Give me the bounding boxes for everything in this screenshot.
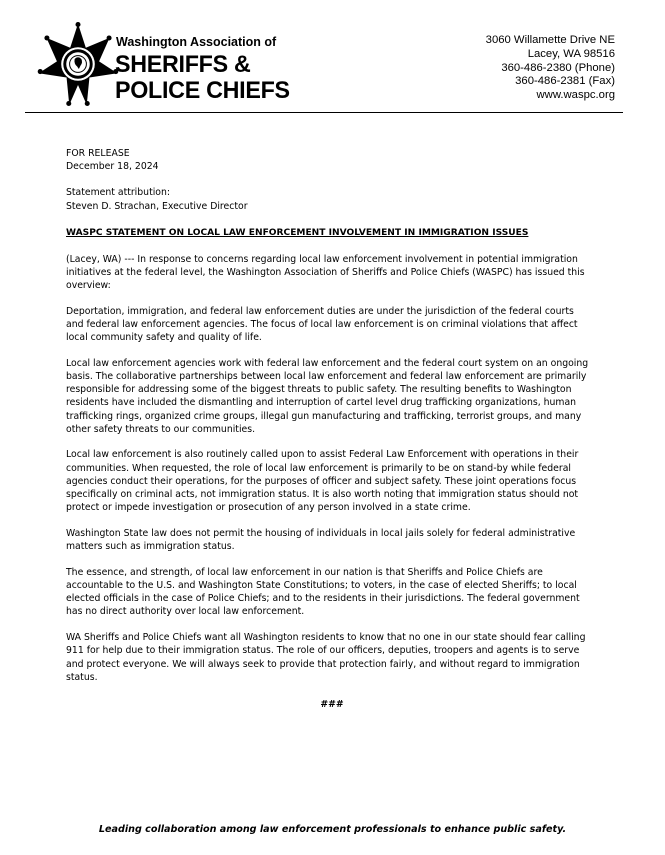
end-mark: ###: [320, 699, 344, 710]
statement-paragraph-jurisdiction: Deportation, immigration, and federal law enforcement duties are under the jurisdiction of the federal courts and federal law enforcement agencies. The focus of local law enforcement is on criminal violations that affect local community safety and quality of life.: [66, 305, 578, 344]
statement-paragraph-operations: Local law enforcement is also routinely called upon to assist Federal Law Enforcement with operations in their communities. When requested, the role of local law enforcement is primarily to be on stand-by while federal agencies conduct their operations, for the purposes of officer and subject safety. These joint operations focus specifically on criminal acts, not immigration status. It is also worth noting that immigration status should not protect or impede investigation or prosecution of any person involved in a state crime.: [66, 449, 579, 514]
address-street: 3060 Willamette Drive NE: [485, 34, 615, 46]
address-fax: 360-486-2381 (Fax): [515, 75, 615, 88]
release-date: December 18, 2024: [66, 161, 159, 173]
statement-paragraph-partnerships: Local law enforcement agencies work with federal law enforcement and the federal court system on an ongoing basis. The collaborative partnerships between local law enforcement and federal law enforcement are primarily responsible for addressing some of the biggest threats to public safety. The resulting benefits to Washington residents have included the dismantling and interruption of cartel level drug trafficking organizations, human trafficking rings, organized crime groups, illegal gun manufacturing and trafficking, terrorist groups, and many other safety threats to our communities.: [66, 357, 589, 435]
org-name-police-chiefs: POLICE CHIEFS: [115, 77, 290, 104]
org-address-block: [486, 34, 615, 103]
statement-paragraph-intro: (Lacey, WA) --- In response to concerns regarding local law enforcement involvement in potential immigration initiatives at the federal level, the Washington Association of Sheriffs and Police Chiefs (WASPC) has issued this overview:: [66, 253, 585, 291]
header-divider: [25, 112, 623, 113]
attribution-label: Statement attribution:: [66, 187, 171, 199]
address-city: Lacey, WA 98516: [527, 47, 615, 60]
release-label: FOR RELEASE: [66, 148, 130, 159]
statement-body: [66, 147, 590, 711]
statement-paragraph-jails: Washington State law does not permit the housing of individuals in local jails solely for federal administrative matters such as immigration status.: [66, 527, 576, 553]
address-website: www.waspc.org: [536, 89, 615, 102]
sheriff-star-badge-icon: [36, 22, 120, 106]
statement-title: WASPC STATEMENT ON LOCAL LAW ENFORCEMENT INVOLVEMENT IN IMMIGRATION ISSUES: [66, 227, 529, 238]
attribution-name: Steven D. Strachan, Executive Director: [66, 200, 248, 212]
address-phone: 360-486-2380 (Phone): [501, 61, 615, 74]
org-name-sheriffs: SHERIFFS &: [115, 51, 251, 78]
org-name-line: Washington Association of: [116, 35, 277, 49]
statement-paragraph-accountability: The essence, and strength, of local law enforcement in our nation is that Sheriffs and Police Chiefs are accountable to the U.S. and Washington State Constitutions; to voters, in the case of elected Sheriffs; to local elected officials in the case of Police Chiefs; and to the residents in their jurisdictions. The federal government has no direct authority over local law enforcement.: [66, 566, 580, 618]
statement-paragraph-911: WA Sheriffs and Police Chiefs want all Washington residents to know that no one in our state should fear calling 911 for help due to their immigration status. The role of our officers, deputies, troopers and agents is to serve and protect everyone. We will always seek to provide that protection fairly, and without regard to immigration status.: [66, 632, 586, 683]
footer-tagline: Leading collaboration among law enforcement professionals to enhance public safety.: [98, 824, 567, 835]
